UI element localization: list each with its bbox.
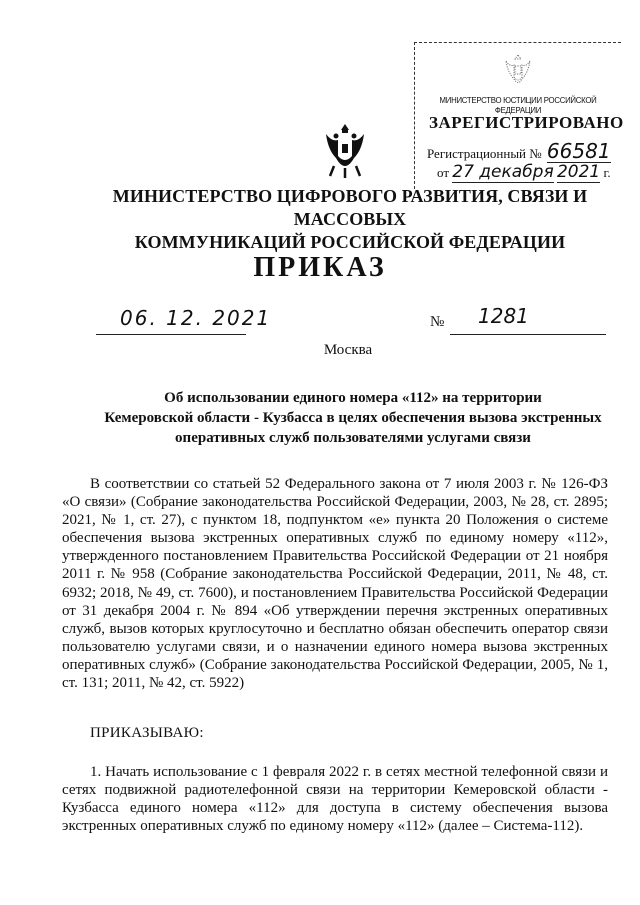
ministry-title — [60, 185, 640, 254]
city-name: Москва — [323, 342, 373, 358]
stamp-emblem-icon — [501, 51, 535, 89]
stamp-date-year: 2021 — [556, 162, 601, 182]
stamp-reg-label: Регистрационный № — [427, 146, 542, 161]
number-sign: № — [430, 314, 445, 330]
stamp-registration-line — [427, 141, 611, 163]
stamp-ministry-name: МИНИСТЕРСТВО ЮСТИЦИИ РОССИЙСКОЙ ФЕДЕРАЦИИ — [439, 95, 597, 115]
ministry-title-line2: КОММУНИКАЦИЙ РОССИЙСКОЙ ФЕДЕРАЦИИ — [134, 232, 566, 252]
subject-line1: Об использовании единого номера «112» на территории — [164, 390, 542, 406]
order-item-1: 1. Начать использование с 1 февраля 2022 г. в сетях местной телефонной связи и сетях подвижной радиотелефонной связи на территории Кемеровской области - Кузбасса единого номера «112» для доступа в систему обеспечения вызова экстренных оперативных служб по единому номеру «112» (далее – Система-112). — [62, 764, 608, 835]
order-command: ПРИКАЗЫВАЮ: — [90, 725, 204, 741]
subject-line2: Кемеровской области - Кузбасса в целях обеспечения вызова экстренных — [104, 410, 602, 426]
registration-stamp — [414, 42, 624, 189]
handwritten-date: 06. 12. 2021 — [120, 306, 272, 330]
ministry-title-line1: МИНИСТЕРСТВО ЦИФРОВОГО РАЗВИТИЯ, СВЯЗИ И МАССОВЫХ — [112, 186, 588, 229]
stamp-date-line — [437, 164, 611, 183]
stamp-reg-number: 66581 — [546, 139, 611, 163]
preamble-paragraph: В соответствии со статьей 52 Федерального закона от 7 июля 2003 г. № 126-ФЗ «О связи» (Собрание законодательства Российской Федерации, 2003, № 28, ст. 2895; 2021, № 1, ст. 27), с пунктом 18, подпунктом «е» пункта 20 Положения о системе обеспечения вызова экстренных оперативных служб по единому номеру «112», утвержденного постановлением Правительства Российской Федерации от 21 ноября 2011 г. № 958 (Собрание законодательства Российской Федерации, 2011, № 48, ст. 6932; 2018, № 49, ст. 7600), и постановлением Правительства Российской Федерации от 31 декабря 2004 г. № 894 «Об утверждении перечня экстренных оперативных служб, вызов которых круглосуточно и бесплатно обязан обеспечить оператор связи пользователю услугами связи, и о назначении единого номера вызова экстренных оперативных служб» (Собрание законодательства Российской Федерации, 2005, № 1, ст. 131; 2011, № 42, ст. 5922) — [62, 476, 608, 692]
document-type-title: ПРИКАЗ — [253, 252, 387, 283]
handwritten-order-number: 1281 — [478, 304, 529, 328]
stamp-date-suffix: г. — [603, 165, 611, 180]
stamp-date-prefix: от — [437, 165, 450, 180]
order-subject — [68, 388, 638, 448]
subject-line3: оперативных служб пользователями услугами связи — [175, 430, 531, 446]
coat-of-arms-icon — [320, 122, 370, 180]
stamp-status: ЗАРЕГИСТРИРОВАНО — [429, 113, 624, 132]
stamp-date-value: 27 декабря — [452, 162, 554, 182]
